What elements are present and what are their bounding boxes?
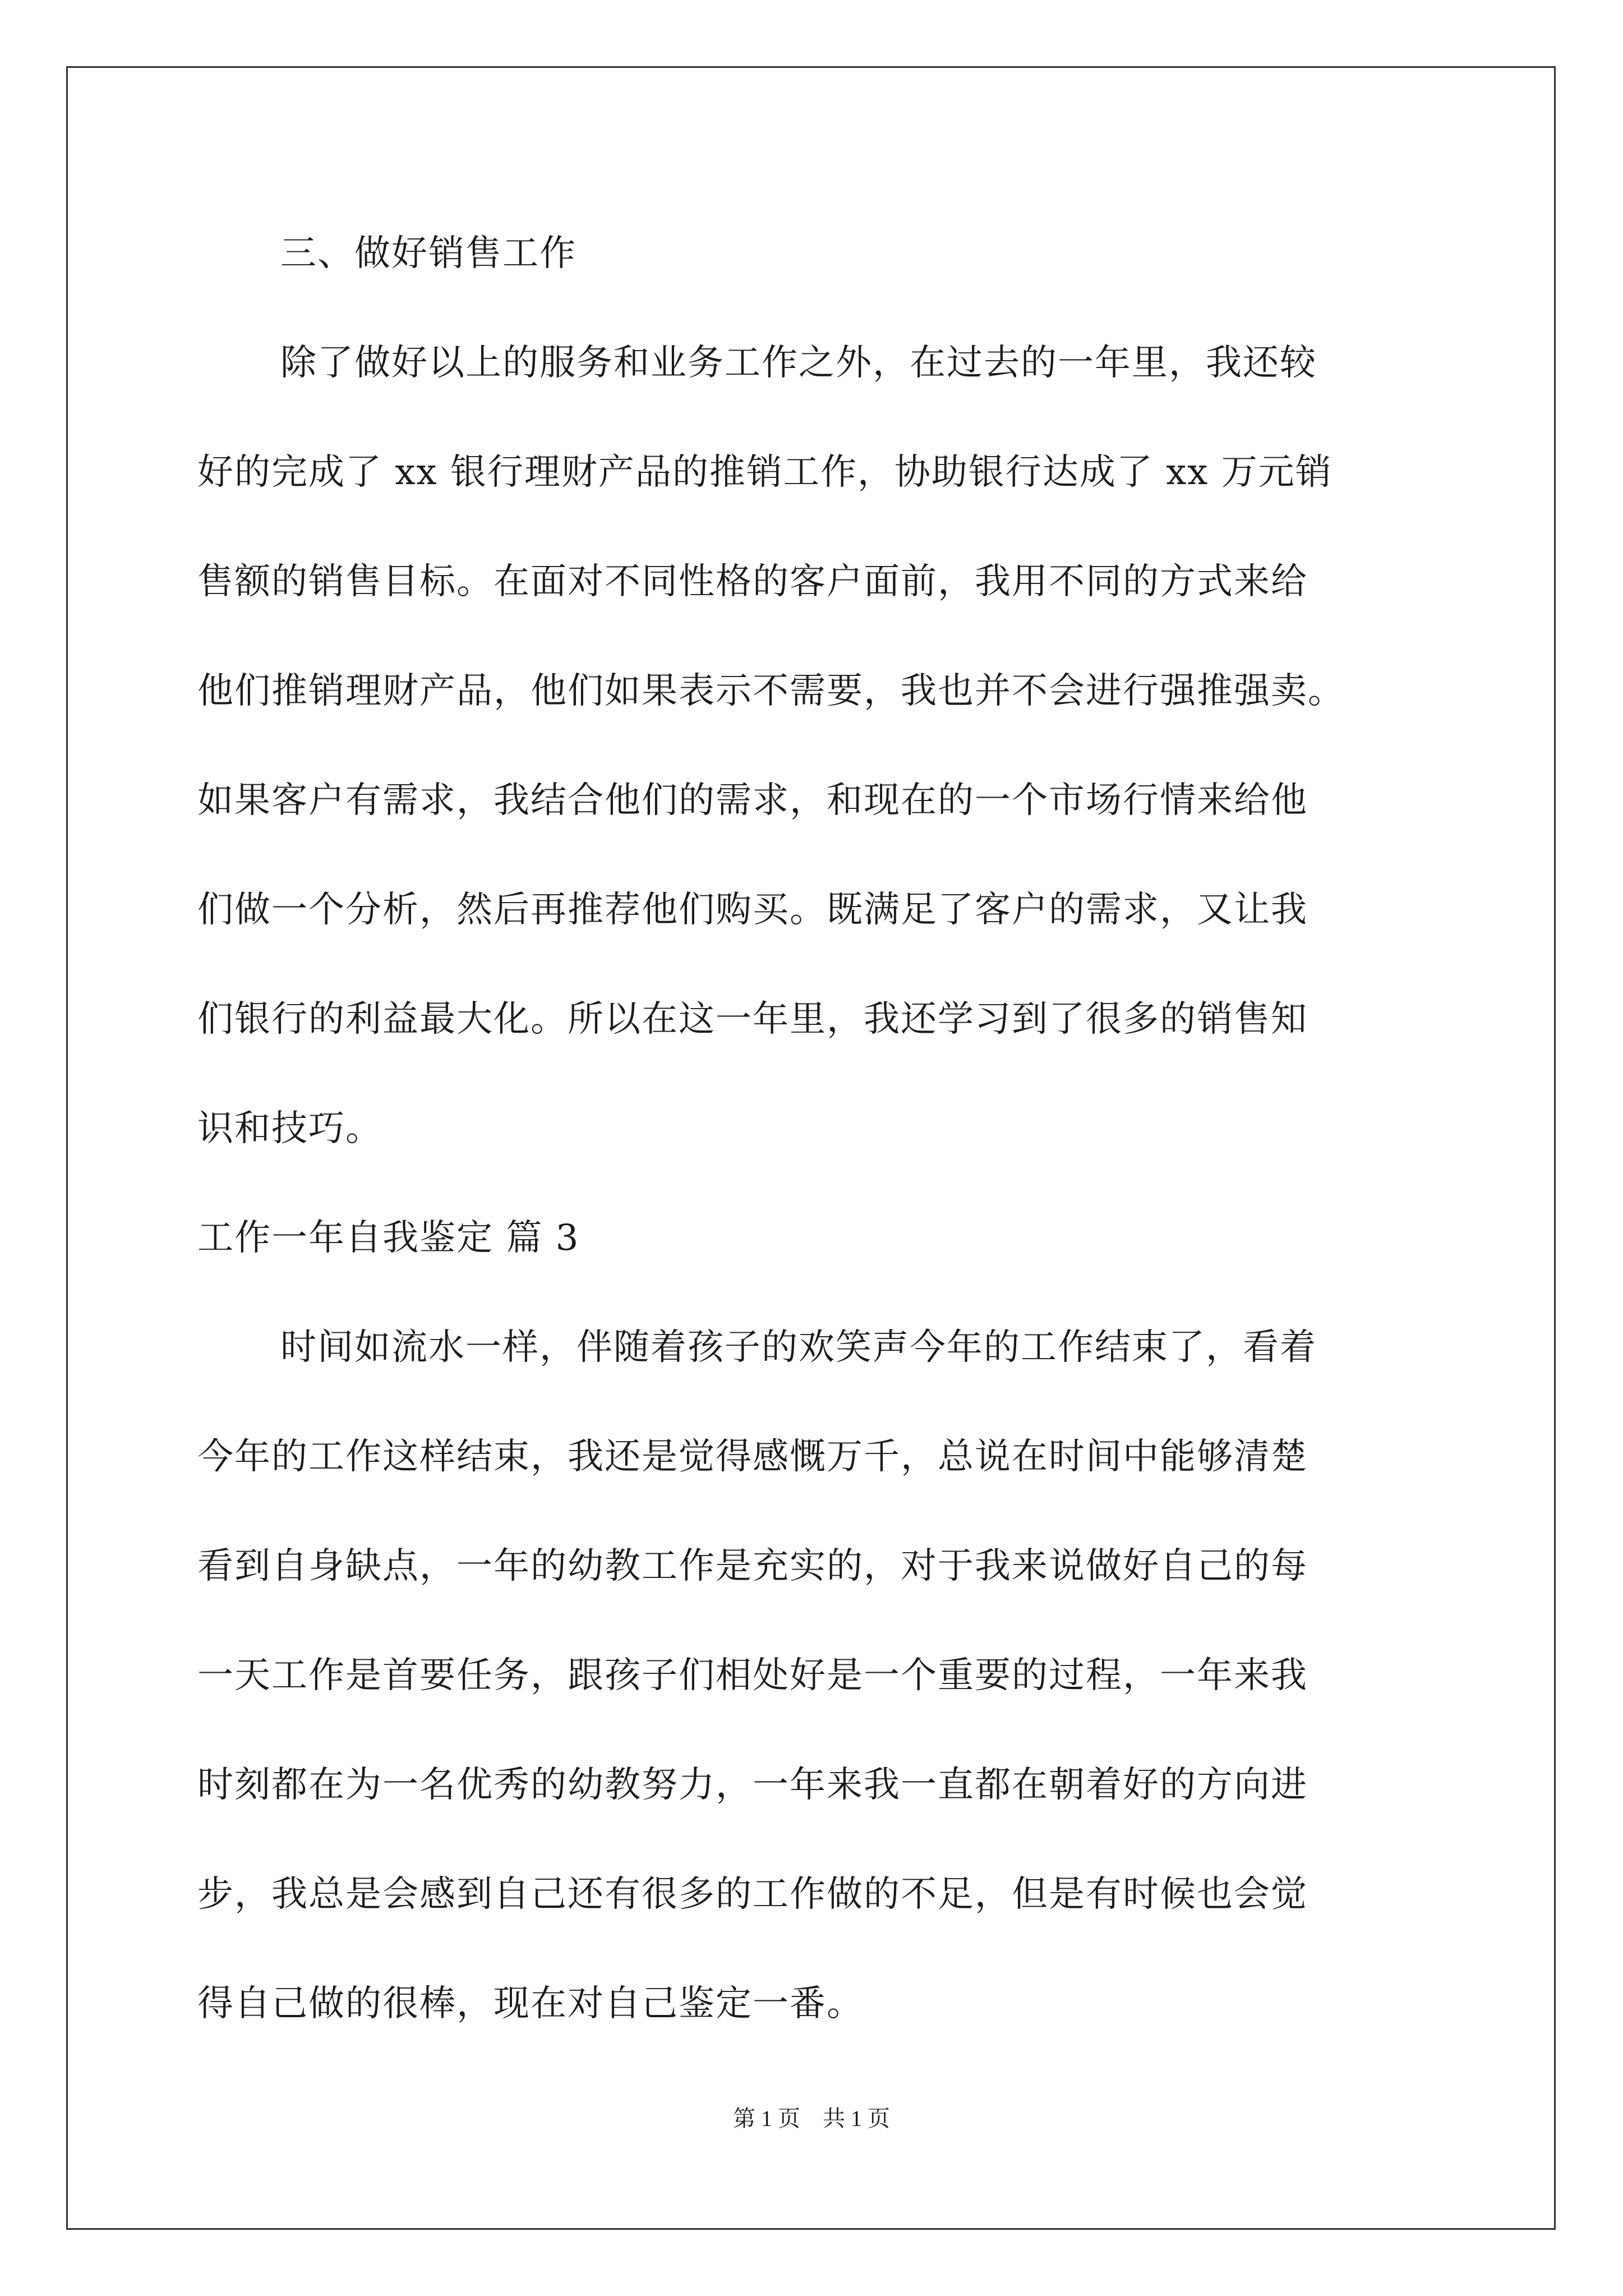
paragraph-sales [197, 309, 1431, 1184]
paragraph-line: 们做一个分析，然后再推荐他们购买。既满足了客户的需求，又让我 [197, 889, 1308, 931]
paragraph-line: 步，我总是会感到自己还有很多的工作做的不足，但是有时候也会觉 [197, 1874, 1308, 1915]
page-total: 共 1 页 [823, 2106, 890, 2131]
paragraph-line: 除了做好以上的服务和业务工作之外，在过去的一年里，我还较 [280, 342, 1317, 384]
page-footer [0, 2101, 1623, 2133]
paragraph-line: 售额的销售目标。在面对不同性格的客户面前，我用不同的方式来给 [197, 561, 1308, 602]
paragraph-line: 时间如流水一样，伴随着孩子的欢笑声今年的工作结束了，看着 [280, 1327, 1317, 1368]
paragraph-line: 时刻都在为一名优秀的幼教努力，一年来我一直都在朝着好的方向进 [197, 1764, 1308, 1806]
paragraph-line: 今年的工作这样结束，我还是觉得感慨万千，总说在时间中能够清楚 [197, 1436, 1308, 1478]
paragraph-line: 识和技巧。 [197, 1108, 382, 1149]
paragraph-line: 看到自身缺点，一年的幼教工作是充实的，对于我来说做好自己的每 [197, 1545, 1308, 1587]
article-title: 工作一年自我鉴定 篇 3 [197, 1217, 580, 1259]
paragraph-line: 好的完成了 xx 银行理财产品的推销工作，协助银行达成了 xx 万元销 [197, 452, 1332, 493]
paragraph-line: 如果客户有需求，我结合他们的需求，和现在的一个市场行情来给他 [197, 780, 1308, 821]
page-number: 第 1 页 [733, 2106, 800, 2131]
paragraph-line: 一天工作是首要任务，跟孩子们相处好是一个重要的过程，一年来我 [197, 1655, 1308, 1696]
paragraph-self-assessment [197, 1293, 1431, 2059]
document-body [197, 199, 1431, 2059]
paragraph-line: 得自己做的很棒，现在对自己鉴定一番。 [197, 1983, 864, 2024]
paragraph-line: 他们推销理财产品，他们如果表示不需要，我也并不会进行强推强卖。 [197, 670, 1345, 712]
section-heading: 三、做好销售工作 [280, 233, 577, 274]
paragraph-line: 们银行的利益最大化。所以在这一年里，我还学习到了很多的销售知 [197, 999, 1308, 1040]
